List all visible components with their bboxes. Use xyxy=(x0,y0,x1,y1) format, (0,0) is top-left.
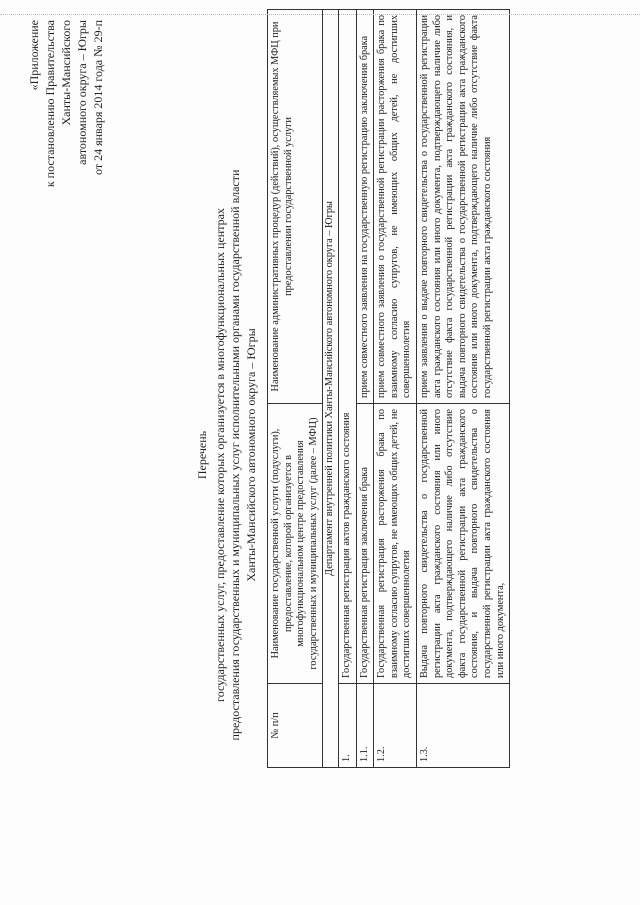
document-title xyxy=(195,105,259,805)
annex-line: от 24 января 2014 года № 29-п xyxy=(91,20,105,175)
annex-line: Ханты-Мансийского xyxy=(59,20,73,126)
header-service: Наименование государственной услуги (подуслуги), предоставление, которой организуется в многофункциональном центре предоставления государственных и муниципальных услуг (далее – МФЦ) xyxy=(268,404,323,684)
table-header-row xyxy=(268,10,323,768)
annex-line: автономного округа – Югры xyxy=(75,20,89,165)
table-row xyxy=(338,10,356,768)
row-service: Государственная регистрация заключения брака xyxy=(356,404,374,684)
annex-line: «Приложение xyxy=(27,20,41,91)
header-number: № п/п xyxy=(268,684,323,768)
department-row xyxy=(323,10,339,768)
services-table xyxy=(267,9,510,768)
row-number: 1.1. xyxy=(356,684,374,768)
row-service: Государственная регистрация актов гражданского состояния xyxy=(338,10,356,684)
row-procedure: прием совместного заявления на государственную регистрацию заключения брака xyxy=(356,10,374,404)
row-number: 1.3. xyxy=(416,684,509,768)
annex-block xyxy=(26,20,106,190)
department-label: Департамент внутренней политики Ханты-Мансийского автономного округа – Югры xyxy=(323,10,339,768)
row-number: 1. xyxy=(338,684,356,768)
table-row xyxy=(356,10,374,768)
row-service: Государственная регистрация расторжения брака по взаимному согласию супругов, не имеющих общих детей, не достигших совершеннолетия xyxy=(374,404,417,684)
row-service: Выдача повторного свидетельства о государственной регистрации акта гражданского состояния или иного документа, подтверждающего наличие либо отсутствие факта государственной регистрации акта гражданского состояния, и выдача повторного свидетельства о государственной регистрации акта гражданского состояния или иного документа, xyxy=(416,404,509,684)
title-line: предоставления государственных и муниципальных услуг исполнительными органами государственной власти xyxy=(228,169,242,741)
page-edge-line xyxy=(0,13,640,15)
header-procedure: Наименование административных процедур (действий), осуществляемых МФЦ при предоставлении государственной услуги xyxy=(268,10,323,404)
table-row xyxy=(374,10,417,768)
title-heading: Перечень xyxy=(195,430,209,480)
annex-line: к постановлению Правительства xyxy=(43,20,57,188)
title-line: Ханты-Мансийского автономного округа – Югры xyxy=(243,328,258,582)
row-number: 1.2. xyxy=(374,684,417,768)
row-procedure: прием заявления о выдаче повторного свидетельства о государственной регистрации акта гражданского состояния или иного документа, подтверждающего наличие либо отсутствие факта государственной регистрации акта гражданского состояния, и выдача повторного свидетельства о государственной регистрации акта гражданского состояния или иного документа, подтверждающего наличие либо отсутствие факта государственной регистрации акта гражданского состояния xyxy=(416,10,509,404)
title-line: государственных услуг, предоставление которых организуется в многофункциональных центрах xyxy=(212,208,227,702)
table-row xyxy=(416,10,509,768)
row-procedure: прием совместного заявления о государственной регистрации расторжения брака по взаимному согласию супругов, не имеющих общих детей, не достигших совершеннолетия xyxy=(374,10,417,404)
